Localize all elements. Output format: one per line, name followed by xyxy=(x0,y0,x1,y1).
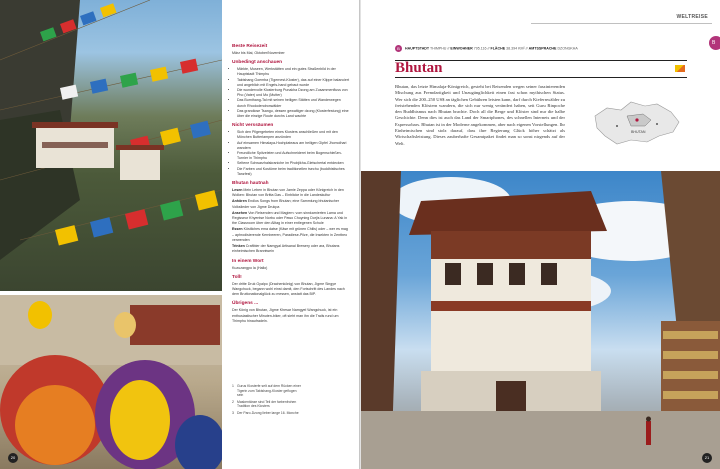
prayer-flags-illustration xyxy=(0,0,222,291)
media-label: Lesen xyxy=(232,188,243,193)
media-label: Trinken xyxy=(232,244,245,249)
word-heading: In einem Wort xyxy=(232,258,264,264)
fact-value: DZONGKHA xyxy=(557,46,578,51)
surprise-heading: Übrigens ... xyxy=(232,301,259,307)
list-item: • Das grandiose Tsangu, dessen gewaltiger dzong (Klosterfestung) eine über die einzige Route durchs Land wachte xyxy=(237,109,350,119)
article-intro: Bhutan, das letzte Himalaja-Königreich, gesteht bei Reisenden wegen seiner faszinierenden Mischung aus Fremdartigkeit und Unzugänglichkeit einen fast schon mythischen Status. Wer sich die 200–250 US$ an täglichen Gebühren leisten kann, darf durch Kiefernwälder zu freistehenden Klöstern wandern, die sich nur wenig verändert haben, seit Guru Rinpoche den Buddhismus nach Bhutan brachte. Doch all die Berge und Klöster sind nur die halbe Geschichte. Denn dies ist auch das Land der Smartphones, des schnellen Internets und der Espressobars. Bhutan ist in der Moderne angekommen, aber nach eigenen Vorstellungen. Ihr Einheimischen sind stolz darauf, dass ihre Regierung Glück höher schätzt als Wirtschaftsleistung. Dieses zauberhafte Gesamtpaket findet man so sonst nirgends auf der Welt. xyxy=(395,84,566,146)
media-text: Von Reisenden und Magiern: vom sinnkarnierten Lama und Regisseur Khyentse Norbu oder Pawo Choyning Dorjis Lunana: A Yak in the Classroom über den Alltag in einer entlegenen Schule xyxy=(232,210,348,226)
alphabet-tab[interactable]: B xyxy=(709,36,720,50)
dont-miss-list xyxy=(232,130,350,177)
caption-number: 2 xyxy=(232,399,234,404)
title-rule-bottom xyxy=(395,77,687,78)
caption-number: 3 xyxy=(232,410,234,415)
caption-text: Maskentänze sind Teil der farbenfrohen Tradition des Klosters xyxy=(237,399,297,409)
media-item xyxy=(232,199,350,209)
category-badge: B xyxy=(395,45,402,52)
mask-dance-photo xyxy=(0,295,222,469)
list-item: • Die Farben und Kostüme beim traditionellen tsechu (buddhistisches Tanzfest) xyxy=(237,167,350,177)
prayer-flags-photo xyxy=(0,0,222,291)
caption xyxy=(232,384,302,398)
bhutan-flag-icon xyxy=(675,65,685,72)
trivia-heading: Toll! xyxy=(232,274,242,280)
list-item: • Das Bumthang-Tal mit seinen heiligen Stätten und Wanderwegen durch Rhododendronwälder xyxy=(237,98,350,108)
mask-dancers-illustration xyxy=(0,295,222,469)
map-label: BHUTAN xyxy=(631,130,646,134)
surprise-text: Der König von Bhutan, Jigme Khesar Namgyel Wangchuck, ist ein enthusiastischer Minuten-biker, oft sieht man ihn die Trails rund um Thimphu hinaufradeln. xyxy=(232,308,339,323)
section-label: WELTREISE xyxy=(676,14,708,20)
page-number-right: 21 xyxy=(702,453,712,463)
paro-dzong-photo xyxy=(361,171,720,469)
media-heading: Bhutan hautnah xyxy=(232,181,269,187)
fact-label: EINWOHNER xyxy=(450,46,473,51)
dzong-illustration xyxy=(361,171,720,469)
media-item xyxy=(232,244,350,254)
media-item xyxy=(232,227,350,243)
caption-number: 1 xyxy=(232,384,234,388)
photo-captions xyxy=(232,384,302,418)
media-label: Ansehen xyxy=(232,210,248,215)
media-text: Köstliches ema datse (Käse mit grünen Chilis) oder – wer es mag – aphrodisierende Kernbeeren, Paradiese-Pilze, die Insekten in Zentbeo verwenden xyxy=(232,227,348,242)
left-page xyxy=(0,0,359,469)
caption xyxy=(232,400,302,409)
media-label: Essen xyxy=(232,227,243,232)
caption-text: Der Paro-Dzong lieber lange 16. Monche xyxy=(237,410,299,415)
list-item: • Sich den Pilgergebeten eines Klosters anschließen und mit den Mönchen Butterlampen anzünden xyxy=(237,130,350,140)
fact-label: FLÄCHE xyxy=(490,46,506,51)
media-item xyxy=(232,188,350,198)
best-time-heading: Beste Reisezeit xyxy=(232,44,268,49)
list-item: • Taktshang Goemba (Tigernest-Kloster), das auf einer Klippe balanciert und angeblich mit Engels-hand gebaut wurde xyxy=(237,78,350,88)
right-page xyxy=(361,0,720,469)
header-rule xyxy=(531,23,712,24)
media-text: Endlos Songs from Bhutan; eine Sammlung bhutanischer Volkslieder von Jigme Drukpa xyxy=(232,199,340,209)
caption-text: Gurus Klosterfe selt auf dem Rücken einer Tigerin zum Taktshang-Kloster geflogen sein xyxy=(237,384,301,398)
must-see-heading: Unbedingt anschauen xyxy=(232,60,283,66)
media-item xyxy=(232,211,350,227)
media-label: Anhören xyxy=(232,199,247,204)
list-item: • Freundliche Spitzeleien und Aufschneiderei beim Bogenschießen-Turnier in Thimphu xyxy=(237,151,350,161)
list-item: • Auf einsamen Himalaya-Hochplateaus am heiligen Gipfel Jhomolhari wandern xyxy=(237,141,350,151)
must-see-list xyxy=(232,67,350,119)
best-time-text: März bis Mai, Oktober/November xyxy=(232,51,285,55)
caption xyxy=(232,411,302,416)
fact-value: THIMPHU xyxy=(430,46,447,51)
list-item: • Märkte, Museen, Werkstätten und ein gutes Straßenbild in der Hauptstadt Thimphu xyxy=(237,67,350,77)
fact-label: AMTSSPRACHE xyxy=(528,46,557,51)
list-item: • Die wundervolle Klosterburg Punakha Dzong am Zusammenfluss von Pho (Vater) und Mo (Mutter) xyxy=(237,88,350,98)
sidebar-column xyxy=(232,40,350,325)
article-title: Bhutan xyxy=(395,60,443,76)
list-item: • Seltene Schwarzhalskraniche im Phobjikha-Gletschertal entdecken xyxy=(237,161,350,166)
word-text: Kuzuzangpo la (Hallo) xyxy=(232,265,268,270)
fact-value: 795.116 xyxy=(473,46,487,51)
page-number-left: 20 xyxy=(8,453,18,463)
dont-miss-heading: Nicht verssäumen xyxy=(232,123,274,129)
fact-value: 38.394 KM² xyxy=(506,46,525,51)
media-text: Mein Leben in Bhutan von Jamie Zeppa oder Königreich in den Wolken: Bhutan von Britta Das – Einblicke in die Landeskultur xyxy=(232,188,344,198)
fact-label: HAUPTSTADT xyxy=(405,46,430,51)
country-facts-line: B HAUPTSTADT THIMPHU // EINWOHNER 795.116 // FLÄCHE 38.394 KM² // AMTSSPRACHE DZONGKHA xyxy=(395,45,578,52)
trivia-text: Der dritte Druk Gyalpo (Drachenkönig) von Bhutan, Jigme Singye Wangchuck, begann wohl einst damit, den Fortschritt des Landes nach dem Bruttonationalglück zu messen, anstatt das BIP. xyxy=(232,281,345,297)
location-map xyxy=(587,86,685,160)
media-text: Craftbier der Namgyal Artisanal Brewery oder ara, Bhutans einheimischen Branntwein xyxy=(232,244,340,254)
